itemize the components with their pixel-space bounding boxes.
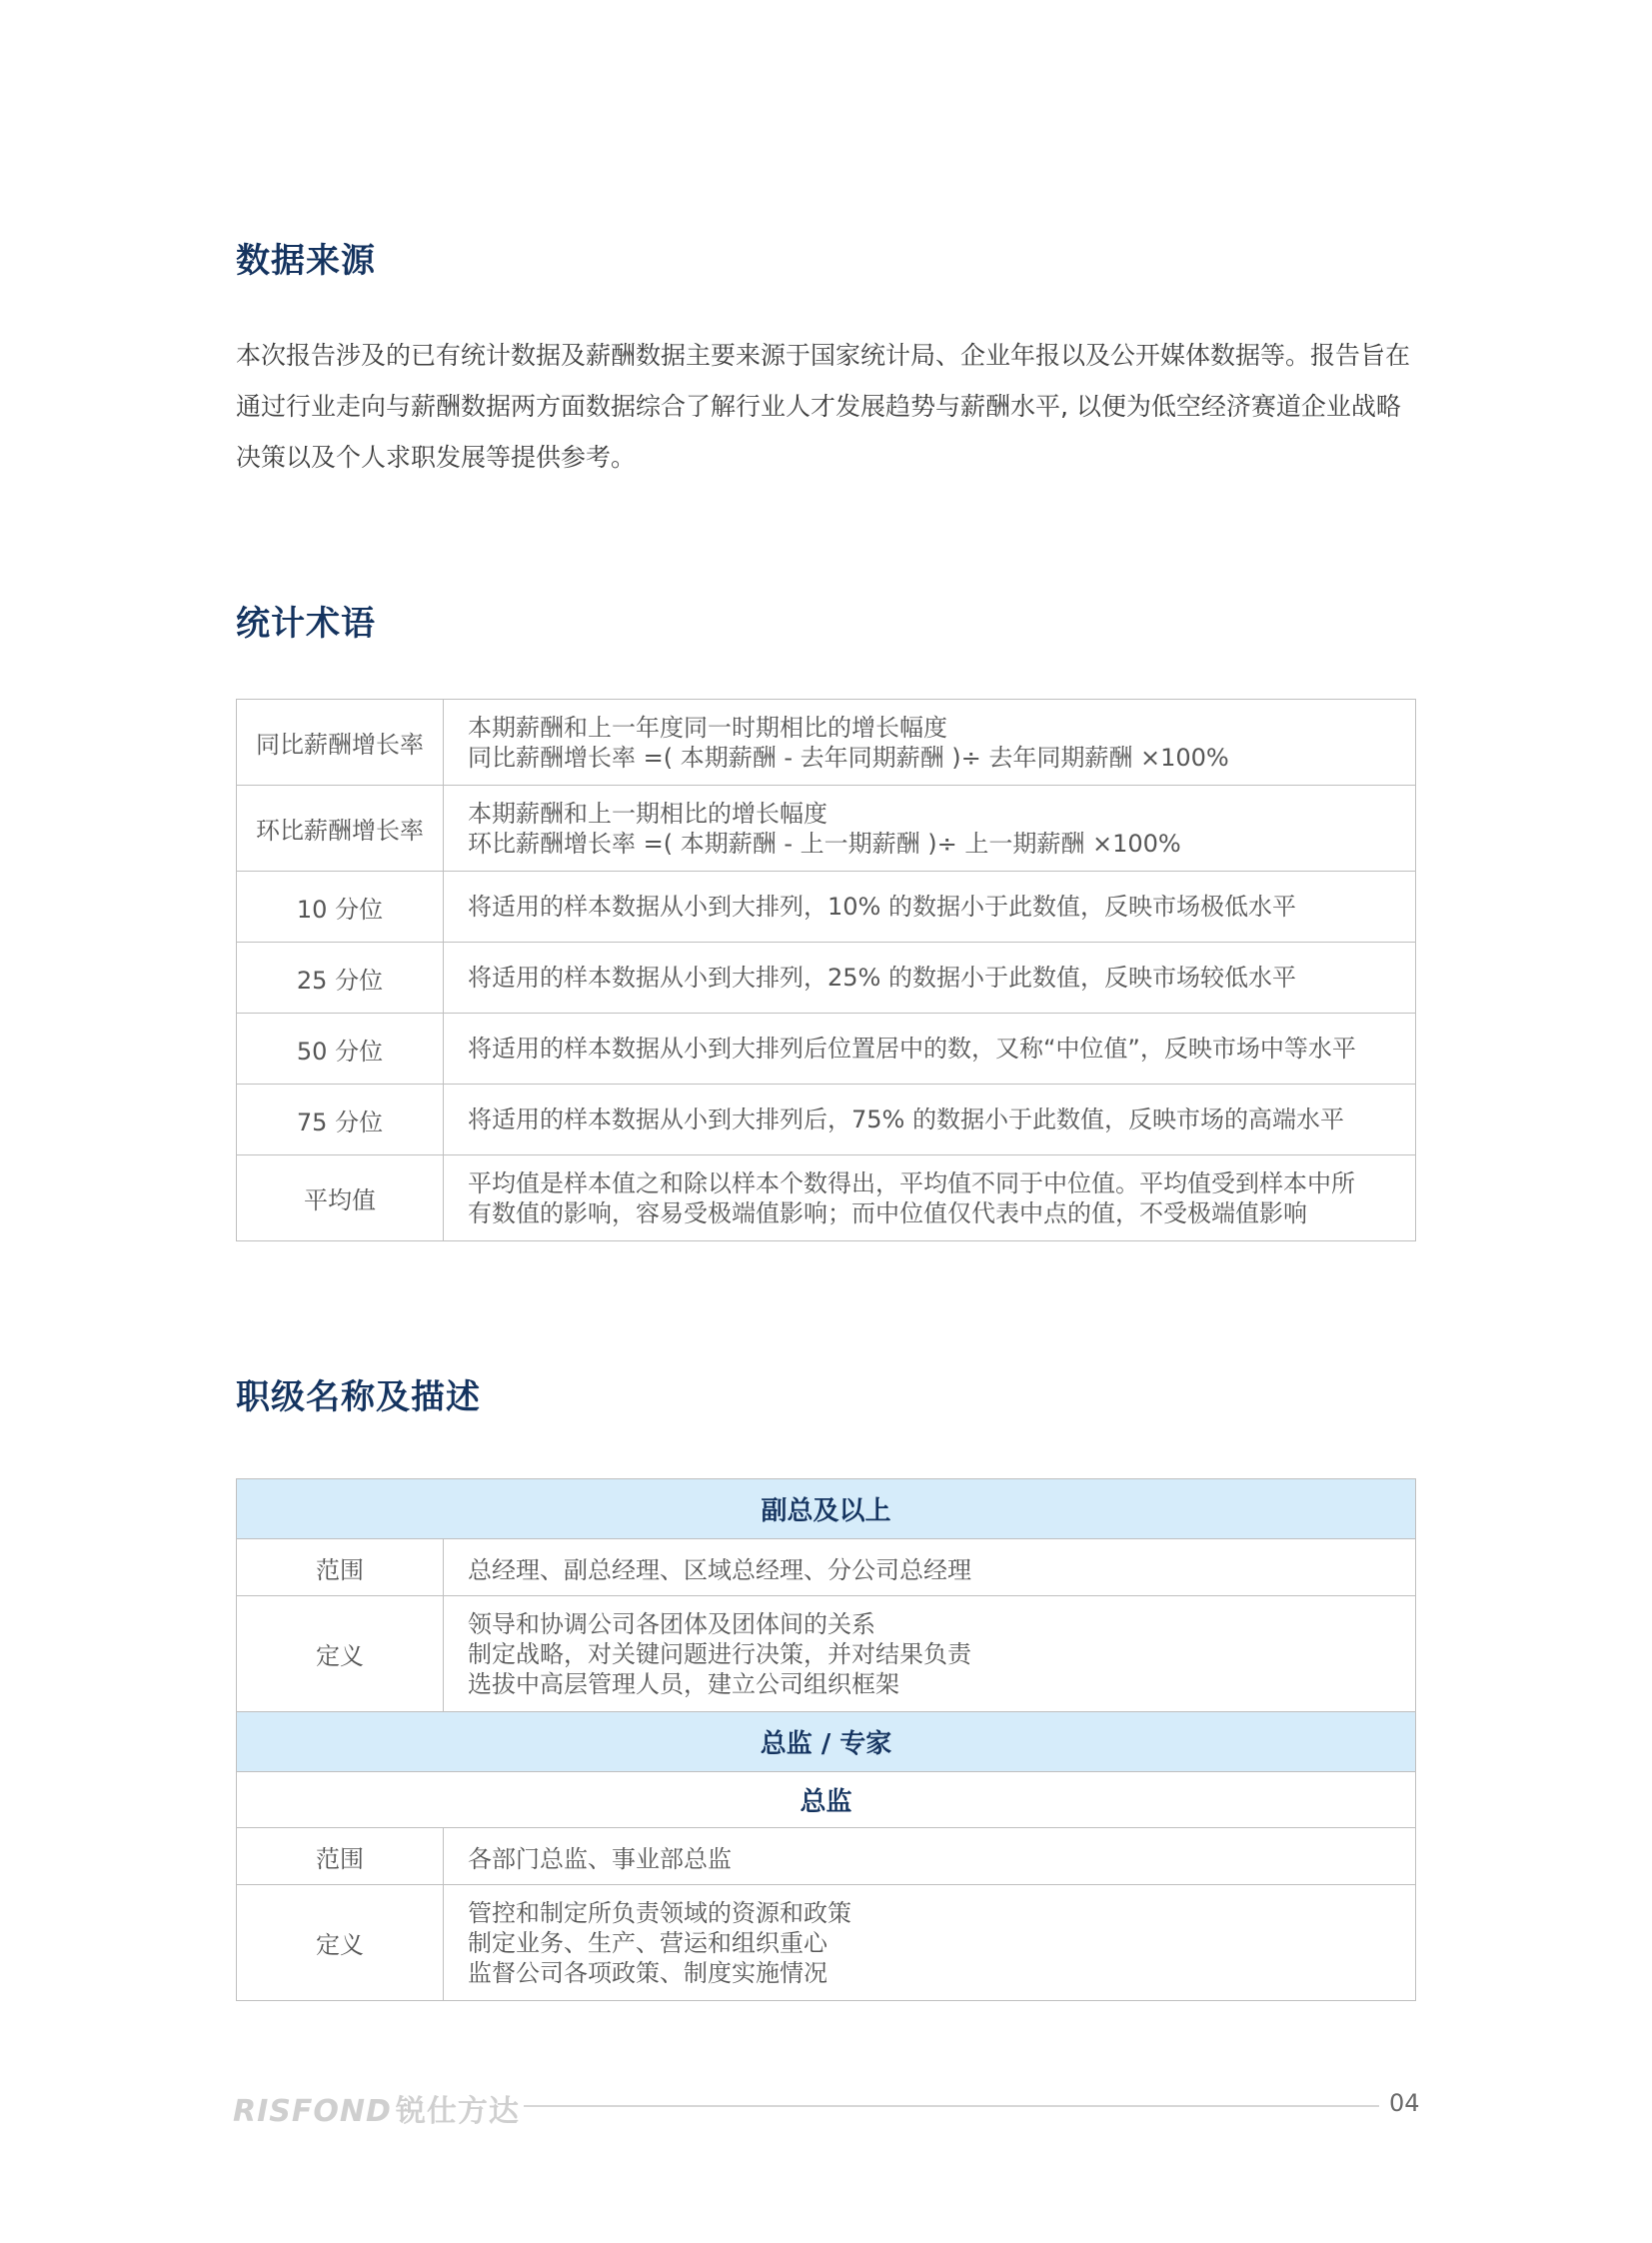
footer-divider [524,2105,1379,2107]
table-row [237,1014,1416,1085]
term-description [444,943,1416,1014]
statistical-terms-table [236,699,1416,1241]
table-row [237,786,1416,872]
definition-label: 定义 [237,1596,444,1712]
job-levels-heading: 职级名称及描述 [236,1377,481,1417]
level-band-header: 总监 / 专家 [237,1712,1416,1772]
term-name: 平均值 [237,1155,444,1241]
term-description [444,1085,1416,1155]
table-row [237,1712,1416,1772]
data-source-heading: 数据来源 [236,241,376,281]
formula-line: 环比薪酬增长率 =( 本期薪酬 - 上一期薪酬 )÷ 上一期薪酬 ×100% [468,829,1181,858]
statistical-terms-heading: 统计术语 [236,604,376,644]
table-row [237,943,1416,1014]
definition-line: 选拔中高层管理人员，建立公司组织框架 [468,1669,899,1698]
table-row [237,1539,1416,1596]
table-row [237,1596,1416,1712]
term-name: 10 分位 [237,872,444,943]
definition-line: 监督公司各项政策、制度实施情况 [468,1958,827,1987]
term-name: 环比薪酬增长率 [237,786,444,872]
definition-line: 制定业务、生产、营运和组织重心 [468,1928,827,1957]
term-description [444,1155,1416,1241]
description-line: 平均值是样本值之和除以样本个数得出，平均值不同于中位值。平均值受到样本中所 [468,1168,1355,1197]
table-row [237,1155,1416,1241]
level-subheader: 总监 [237,1772,1416,1828]
definition-value [444,1596,1416,1712]
level-band-header: 副总及以上 [237,1479,1416,1539]
definition-line: 制定战略，对关键问题进行决策，并对结果负责 [468,1639,971,1668]
term-description [444,872,1416,943]
term-name: 75 分位 [237,1085,444,1155]
table-row [237,1885,1416,2001]
job-levels-table [236,1478,1416,2001]
table-row [237,700,1416,786]
risfond-logo [233,2086,520,2130]
table-row [237,1772,1416,1828]
scope-value: 总经理、副总经理、区域总经理、分公司总经理 [444,1539,1416,1596]
description-line: 将适用的样本数据从小到大排列后，75% 的数据小于此数值，反映市场的高端水平 [468,1106,1344,1133]
table-row [237,1828,1416,1885]
table-row [237,872,1416,943]
table-row [237,1085,1416,1155]
description-line: 本期薪酬和上一期相比的增长幅度 [468,799,827,828]
description-line: 本期薪酬和上一年度同一时期相比的增长幅度 [468,713,947,742]
term-name: 25 分位 [237,943,444,1014]
formula-line: 同比薪酬增长率 =( 本期薪酬 - 去年同期薪酬 )÷ 去年同期薪酬 ×100% [468,743,1229,772]
logo-chinese-name: 锐仕方达 [395,2094,520,2129]
scope-label: 范围 [237,1828,444,1885]
term-description [444,700,1416,786]
scope-value: 各部门总监、事业部总监 [444,1828,1416,1885]
definition-line: 管控和制定所负责领域的资源和政策 [468,1898,851,1927]
description-line: 将适用的样本数据从小到大排列，25% 的数据小于此数值，反映市场较低水平 [468,964,1296,992]
term-description [444,1014,1416,1085]
data-source-paragraph: 本次报告涉及的已有统计数据及薪酬数据主要来源于国家统计局、企业年报以及公开媒体数据等。报告旨在通过行业走向与薪酬数据两方面数据综合了解行业人才发展趋势与薪酬水平, 以便为低空经济赛道企业战略决策以及个人求职发展等提供参考。 [236,341,1411,472]
term-description [444,786,1416,872]
scope-label: 范围 [237,1539,444,1596]
definition-label: 定义 [237,1885,444,2001]
description-line: 将适用的样本数据从小到大排列后位置居中的数，又称“中位值”，反映市场中等水平 [468,1035,1356,1063]
definition-line: 领导和协调公司各团体及团体间的关系 [468,1609,875,1638]
definition-value [444,1885,1416,2001]
table-row [237,1479,1416,1539]
page-number: 04 [1389,2089,1420,2117]
description-line: 将适用的样本数据从小到大排列，10% 的数据小于此数值，反映市场极低水平 [468,893,1296,921]
term-name: 同比薪酬增长率 [237,700,444,786]
term-name: 50 分位 [237,1014,444,1085]
description-line: 有数值的影响，容易受极端值影响；而中位值仅代表中点的值，不受极端值影响 [468,1198,1307,1227]
logo-wordmark: RISFOND [233,2094,392,2129]
